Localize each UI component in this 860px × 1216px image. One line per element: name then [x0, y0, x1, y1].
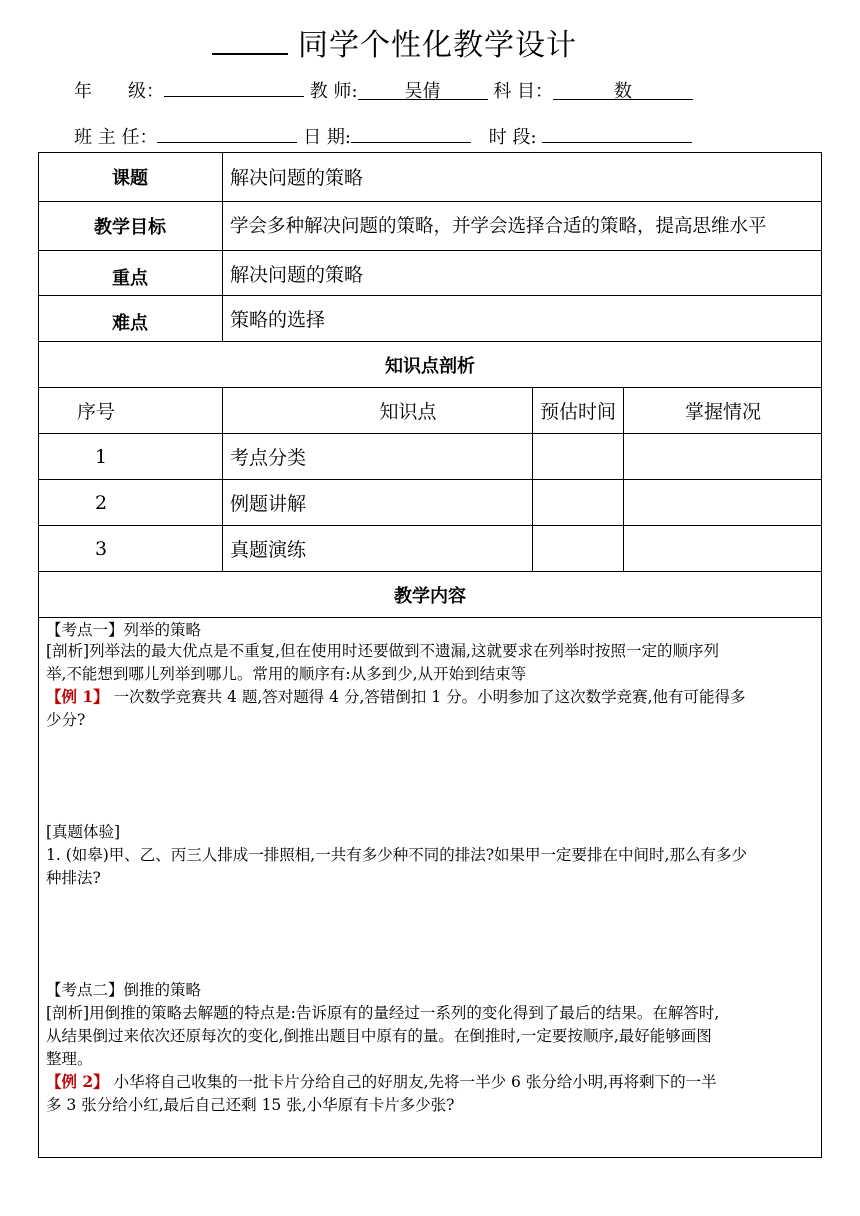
kp2-title: 【考点二】倒推的策略	[46, 981, 202, 999]
class-teacher-field[interactable]	[157, 120, 297, 143]
content-section-title: 教学内容	[394, 585, 466, 607]
key-point-value: 解决问题的策略	[230, 263, 364, 286]
kp2-analysis-3: 整理。	[46, 1050, 93, 1068]
knowledge-section-title: 知识点剖析	[385, 355, 475, 377]
col-header-time: 预估时间	[539, 401, 616, 423]
teacher-value: 吴倩	[404, 81, 441, 102]
topic-label: 课题	[112, 168, 148, 189]
real-q1-line2: 种排法?	[46, 869, 101, 887]
class-teacher-label: 班 主 任：	[74, 127, 158, 148]
kp2-analysis-1: [剖析]用倒推的策略去解题的特点是:告诉原有的量经过一系列的变化得到了最后的结果。在解答时,	[46, 1004, 720, 1022]
kp1-analysis-1: [剖析]列举法的最大优点是不重复,但在使用时还要做到不遗漏,这就要求在列举时按照一定的顺序列	[46, 642, 719, 660]
row-point-1: 考点分类	[230, 447, 307, 469]
topic-value: 解决问题的策略	[230, 166, 364, 189]
period-field[interactable]	[542, 120, 692, 143]
example-2-text: 小华将自己收集的一批卡片分给自己的好朋友,先将一半少 6 张分给小明,再将剩下的一半	[108, 1073, 717, 1091]
grade-label: 年 级：	[74, 81, 164, 102]
example-1-tag: 【例 1】	[46, 687, 109, 706]
row-point-2: 例题讲解	[230, 493, 307, 515]
col-header-no: 序号	[76, 401, 115, 423]
example-1	[46, 687, 746, 708]
kp2-analysis-2: 从结果倒过来依次还原每次的变化,倒推出题目中原有的量。在倒推时,一定要按顺序,最好能够画图	[46, 1027, 712, 1045]
date-field[interactable]	[351, 120, 471, 143]
col-header-point: 知识点	[379, 401, 437, 423]
title-text: 同学个性化教学设计	[298, 28, 577, 63]
meta-row-2	[74, 120, 692, 149]
subject-value: 数	[614, 81, 632, 102]
real-exam-title: [真题体验]	[46, 823, 121, 841]
objective-label: 教学目标	[94, 217, 166, 238]
page-title	[212, 20, 577, 64]
key-point-label: 重点	[112, 268, 148, 289]
period-label: 时 段:	[488, 127, 537, 148]
example-2-cont: 多 3 张分给小红,最后自己还剩 15 张,小华原有卡片多少张?	[46, 1096, 455, 1114]
teacher-label: 教 师:	[309, 81, 358, 102]
real-q1-line1: 1. (如皋)甲、乙、丙三人排成一排照相,一共有多少种不同的排法?如果甲一定要排在中间时,那么有多少	[46, 846, 747, 864]
date-label: 日 期:	[303, 127, 351, 148]
meta-row-1	[74, 74, 693, 103]
example-2-tag: 【例 2】	[46, 1072, 109, 1091]
example-1-cont: 少分?	[46, 711, 86, 729]
title-blank	[212, 27, 288, 55]
kp1-title: 【考点一】列举的策略	[46, 621, 202, 639]
row-no-1: 1	[94, 445, 108, 468]
example-1-text: 一次数学竞赛共 4 题,答对题得 4 分,答错倒扣 1 分。小明参加了这次数学竞赛,他有可能得多	[108, 688, 746, 706]
teacher-field[interactable]	[358, 77, 488, 100]
difficulty-label: 难点	[112, 313, 148, 334]
col-header-mastery: 掌握情况	[684, 401, 761, 423]
row-no-2: 2	[94, 491, 108, 514]
row-point-3: 真题演练	[230, 539, 307, 561]
grade-field[interactable]	[164, 74, 304, 97]
subject-field[interactable]	[553, 77, 693, 100]
difficulty-value: 策略的选择	[230, 308, 326, 331]
subject-label: 科 目：	[493, 81, 553, 102]
kp1-analysis-2: 举,不能想到哪儿列举到哪儿。常用的顺序有:从多到少,从开始到结束等	[46, 665, 527, 683]
row-no-3: 3	[94, 537, 108, 560]
example-2	[46, 1072, 717, 1093]
objective-value: 学会多种解决问题的策略，并学会选择合适的策略，提高思维水平	[230, 216, 767, 237]
